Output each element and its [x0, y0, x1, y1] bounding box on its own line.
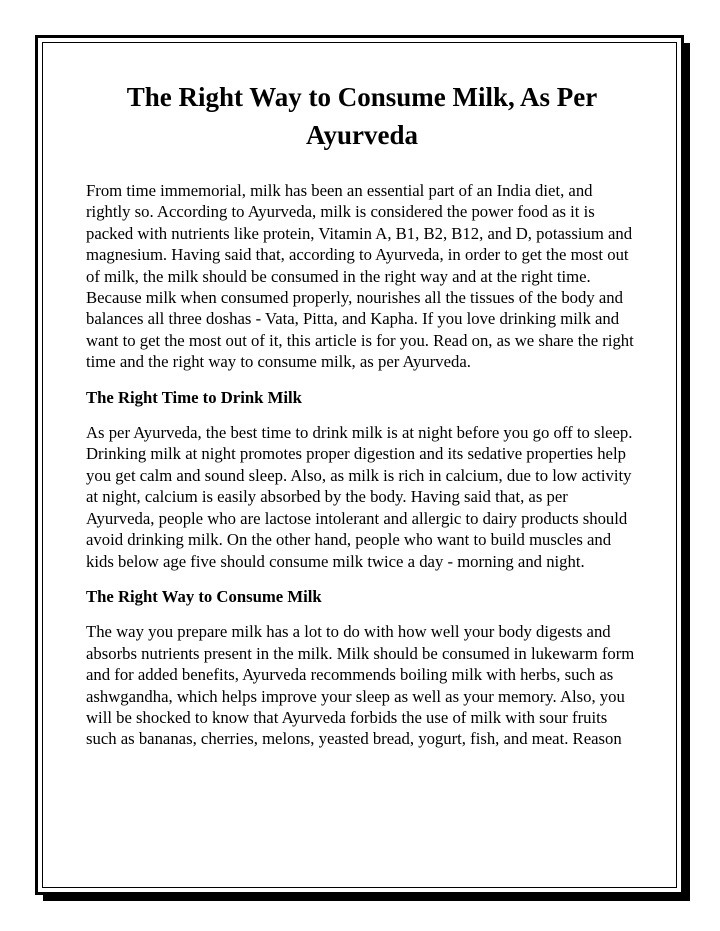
section-heading-right-way: The Right Way to Consume Milk	[86, 586, 322, 606]
intro-paragraph: From time immemorial, milk has been an essential part of an India diet, and rightly so. According to Ayurveda, milk is considered the power food as it is packed with nutrients like protein, Vitamin A, B1, B2, B12, and D, potassium and magnesium. Having said that, according to Ayurveda, in order to get the most out of milk, the milk should be consumed in the right way and at the right time. Because milk when consumed properly, nourishes all the tissues of the body and balances all three doshas - Vata, Pitta, and Kapha. If you love drinking milk and want to get the most out of it, this article is for you. Read on, as we share the right time and the right way to consume milk, as per Ayurveda.	[86, 181, 634, 372]
section-heading-right-time: The Right Time to Drink Milk	[86, 387, 302, 407]
section-paragraph-right-way: The way you prepare milk has a lot to do with how well your body digests and absorbs nutrients present in the milk. Milk should be consumed in lukewarm form and for added benefits, Ayurveda recommends boiling milk with herbs, such as ashwgandha, which helps improve your sleep as well as your memory. Also, you will be shocked to know that Ayurveda forbids the use of milk with sour fruits such as bananas, cherries, melons, yeasted bread, yogurt, fish, and meat. Reason	[86, 622, 635, 749]
article-title: The Right Way to Consume Milk, As Per Ayurveda	[126, 82, 598, 150]
section-paragraph-right-time: As per Ayurveda, the best time to drink milk is at night before you go off to sleep. Drinking milk at night promotes proper digestion and its sedative properties help you get calm and sound sleep. Also, as milk is rich in calcium, due to low activity at night, calcium is easily absorbed by the body. Having said that, as per Ayurveda, people who are lactose intolerant and allergic to dairy products should avoid drinking milk. On the other hand, people who want to build muscles and kids below age five should consume milk twice a day - morning and night.	[86, 423, 633, 571]
article-body	[86, 78, 638, 750]
